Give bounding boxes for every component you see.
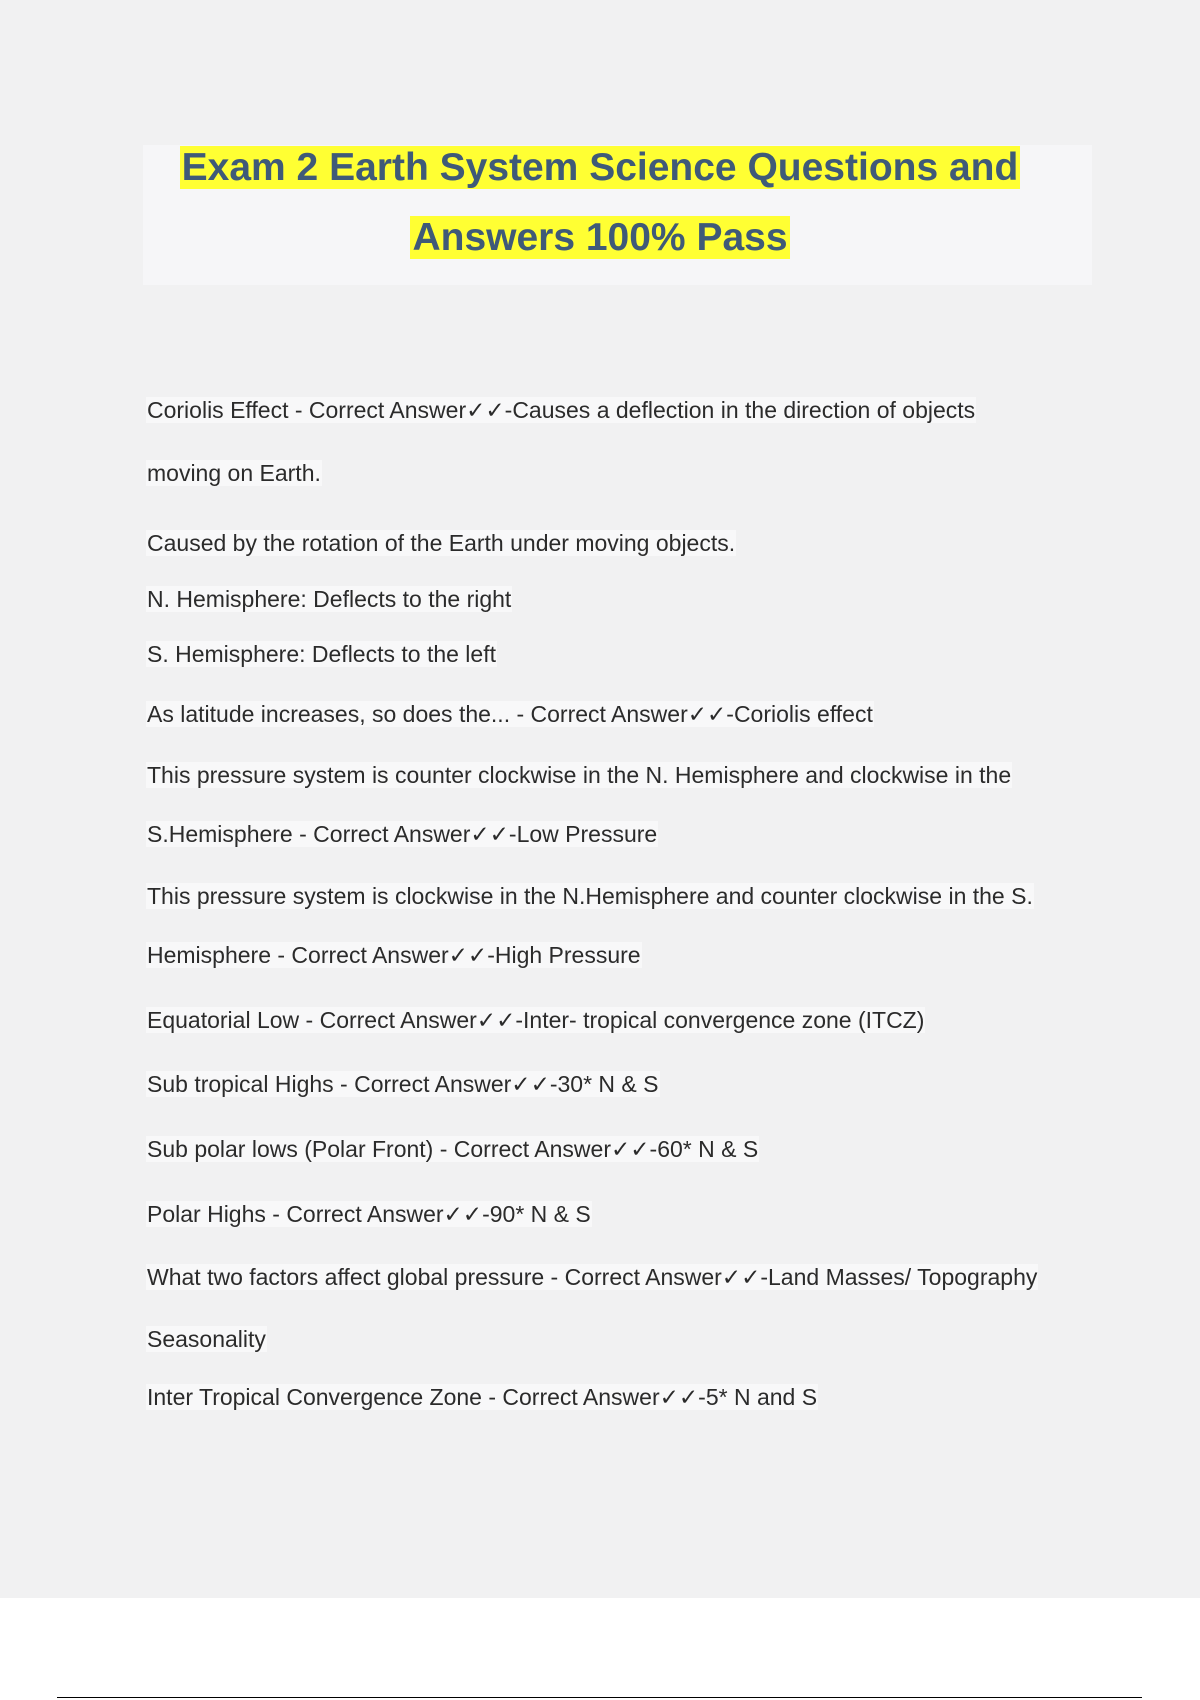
content-line-text: moving on Earth.	[147, 460, 321, 486]
document-title-text-1: Exam 2 Earth System Science Questions and	[181, 146, 1019, 189]
content-line	[146, 528, 736, 558]
content-line	[146, 1262, 1038, 1292]
content-line-text: Sub polar lows (Polar Front) - Correct Answer✓✓-60* N & S	[147, 1136, 759, 1162]
content-line	[146, 1199, 592, 1229]
content-line-text: Polar Highs - Correct Answer✓✓-90* N & S	[147, 1201, 591, 1227]
content-line-text: Inter Tropical Convergence Zone - Correct Answer✓✓-5* N and S	[147, 1384, 818, 1410]
content-line	[146, 819, 658, 849]
content-line	[146, 940, 642, 970]
content-line	[146, 458, 322, 488]
content-line	[146, 1134, 759, 1164]
document-title-line-1	[0, 145, 1200, 191]
content-line-text: This pressure system is clockwise in the N.Hemisphere and counter clockwise in the S.	[147, 883, 1033, 909]
content-line	[146, 760, 1012, 790]
content-line-text: Caused by the rotation of the Earth under moving objects.	[147, 530, 736, 556]
content-line	[146, 699, 874, 729]
content-line-text: S.Hemisphere - Correct Answer✓✓-Low Pressure	[147, 821, 658, 847]
content-line	[146, 395, 976, 425]
content-line-text: This pressure system is counter clockwise in the N. Hemisphere and clockwise in the	[147, 762, 1012, 788]
content-line-text: Equatorial Low - Correct Answer✓✓-Inter- tropical convergence zone (ITCZ)	[147, 1007, 925, 1033]
content-line	[146, 1324, 267, 1354]
content-line-text: Coriolis Effect - Correct Answer✓✓-Causes a deflection in the direction of objects	[147, 397, 976, 423]
content-line-text: N. Hemisphere: Deflects to the right	[147, 586, 512, 612]
content-line-text: As latitude increases, so does the... - Correct Answer✓✓-Coriolis effect	[147, 701, 873, 727]
content-line-text: Hemisphere - Correct Answer✓✓-High Pressure	[147, 942, 641, 968]
content-line-text: What two factors affect global pressure - Correct Answer✓✓-Land Masses/ Topography	[147, 1264, 1038, 1290]
footer-rule	[57, 1697, 1142, 1698]
document-title-text-2: Answers 100% Pass	[412, 216, 788, 259]
content-line	[146, 1382, 818, 1412]
content-line	[146, 881, 1034, 911]
content-line	[146, 584, 512, 614]
content-line	[146, 1005, 925, 1035]
content-line-text: S. Hemisphere: Deflects to the left	[147, 641, 496, 667]
content-line	[146, 639, 497, 669]
content-line-text: Sub tropical Highs - Correct Answer✓✓-30* N & S	[147, 1071, 659, 1097]
document-title-line-2	[0, 215, 1200, 261]
content-line	[146, 1069, 660, 1099]
content-line-text: Seasonality	[147, 1326, 266, 1352]
